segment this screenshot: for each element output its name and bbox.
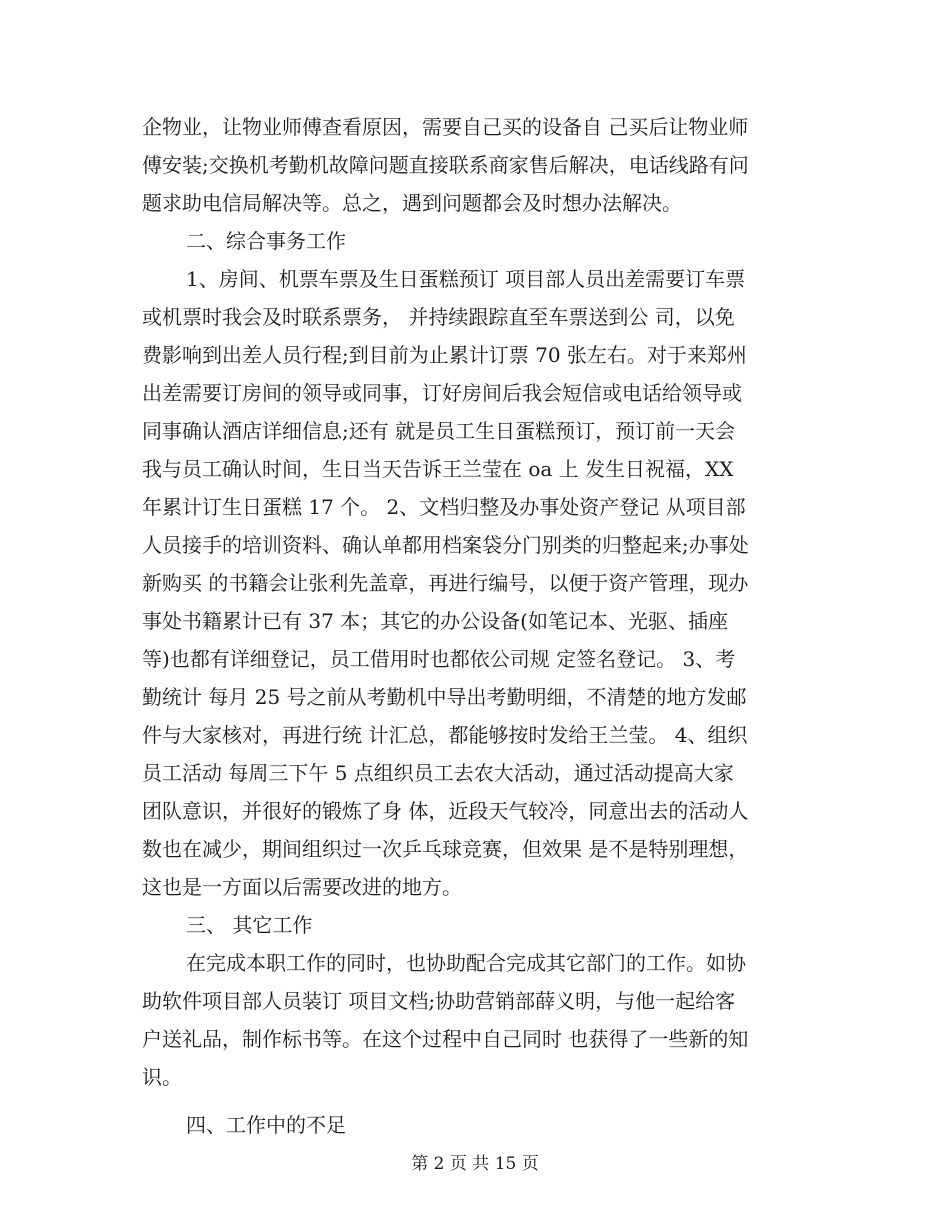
- text-line: 新购买 的书籍会让张利先盖章，再进行编号，以便于资产管理，现办: [142, 571, 749, 595]
- text-line: 数也在减少，期间组织过一次乒乓球竞赛，但效果 是不是特别理想，: [142, 837, 749, 861]
- text-line: 同事确认酒店详细信息;还有 就是员工生日蛋糕预订，预订前一天会: [142, 419, 736, 443]
- text-line: 助软件项目部人员装订 项目文档;协助营销部薛义明，与他一起给客: [142, 989, 736, 1013]
- text-line: 我与员工确认时间，生日当天告诉王兰莹在 oa 上 发生日祝福，XX: [142, 457, 734, 481]
- text-line: 题求助电信局解决等。总之，遇到问题都会及时想办法解决。: [142, 191, 682, 215]
- text-line: 企物业，让物业师傅查看原因，需要自己买的设备自 己买后让物业师: [142, 115, 749, 139]
- text-line: 或机票时我会及时联系票务， 并持续跟踪直至车票送到公 司，以免: [142, 305, 735, 329]
- text-line: 等)也都有详细登记，员工借用时也都依公司规 定签名登记。 3、考: [142, 647, 736, 671]
- text-line: 事处书籍累计已有 37 本；其它的办公设备(如笔记本、光驱、插座: [142, 609, 728, 633]
- text-line: 员工活动 每周三下午 5 点组织员工去农大活动，通过活动提高大家: [142, 761, 734, 785]
- text-line: 在完成本职工作的同时，也协助配合完成其它部门的工作。如协: [186, 951, 746, 975]
- text-line: 团队意识，并很好的锻炼了身 体，近段天气较冷，同意出去的活动人: [142, 799, 749, 823]
- text-line: 识。: [142, 1065, 182, 1089]
- page-number-footer: 第 2 页 共 15 页: [411, 1154, 539, 1174]
- section-heading: 二、综合事务工作: [186, 229, 346, 253]
- text-line: 件与大家核对，再进行统 计汇总，都能够按时发给王兰莹。 4、组织: [142, 723, 748, 747]
- paragraph-gap: [142, 1096, 814, 1106]
- text-line: 勤统计 每月 25 号之前从考勤机中导出考勤明细，不清楚的地方发邮: [142, 685, 747, 709]
- text-line: 这也是一方面以后需要改进的地方。: [142, 875, 462, 899]
- section-heading: 四、工作中的不足: [186, 1113, 346, 1137]
- text-line: 1、房间、机票车票及生日蛋糕预订 项目部人员出差需要订车票: [186, 267, 746, 291]
- text-line: 费影响到出差人员行程;到目前为止累计订票 70 张左右。对于来郑州: [142, 343, 747, 367]
- document-body: [142, 108, 814, 1144]
- section-heading: 三、 其它工作: [186, 913, 313, 937]
- text-line: 人员接手的培训资料、确认单都用档案袋分门别类的归整起来;办事处: [142, 533, 749, 557]
- text-line: 年累计订生日蛋糕 17 个。 2、文档归整及办事处资产登记 从项目部: [142, 495, 746, 519]
- text-line: 傅安装;交换机考勤机故障问题直接联系商家售后解决，电话线路有问: [142, 153, 749, 177]
- text-line: 户送礼品，制作标书等。在这个过程中自己同时 也获得了一些新的知: [142, 1027, 749, 1051]
- text-line: 出差需要订房间的领导或同事，订好房间后我会短信或电话给领导或: [142, 381, 742, 405]
